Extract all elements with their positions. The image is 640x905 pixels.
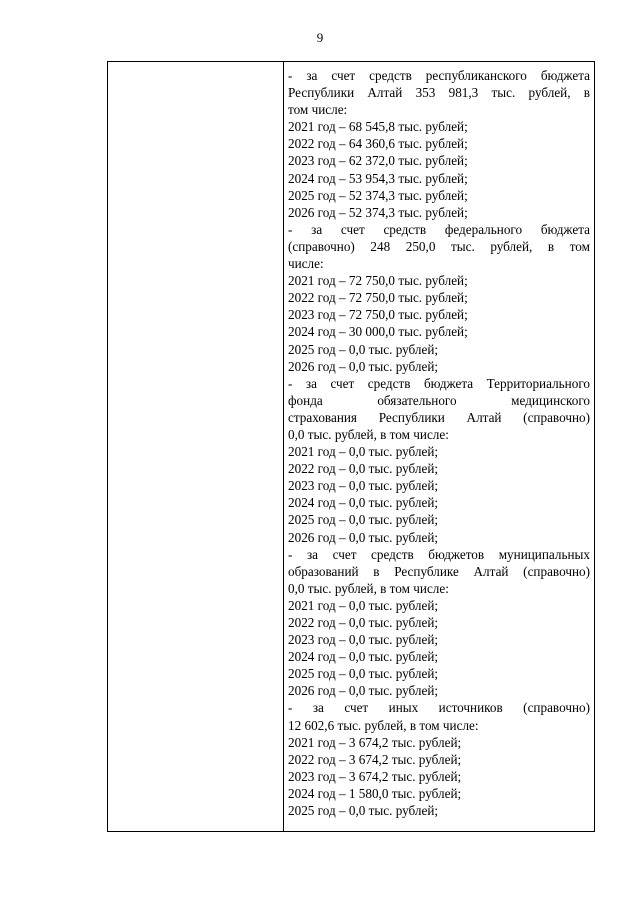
text-line: 2021 год – 3 674,2 тыс. рублей; [288, 734, 462, 750]
text-line: 2021 год – 68 545,8 тыс. рублей; [288, 119, 468, 135]
text-line: 2023 год – 62 372,0 тыс. рублей; [288, 153, 468, 169]
text-line: 2026 год – 0,0 тыс. рублей; [288, 683, 439, 699]
text-line: 12 602,6 тыс. рублей, в том числе: [288, 717, 479, 733]
text-line: числе: [288, 256, 324, 272]
text-line: 2024 год – 1 580,0 тыс. рублей; [288, 785, 462, 801]
text-line: 2023 год – 72 750,0 тыс. рублей; [288, 307, 468, 323]
text-line: - за счет средств бюджетов муниципальных [288, 546, 590, 562]
funding-table [107, 61, 595, 832]
text-line: фонда обязательного медицинского [288, 392, 590, 408]
text-line: - за счет средств федерального бюджета [288, 221, 590, 237]
text-line: 2022 год – 0,0 тыс. рублей; [288, 461, 439, 477]
text-line: - за счет средств республиканского бюджета [288, 68, 590, 83]
table-right-cell [284, 62, 594, 831]
table-left-cell [108, 62, 284, 831]
page-number: 9 [316, 30, 324, 45]
text-line: 2022 год – 3 674,2 тыс. рублей; [288, 751, 462, 767]
text-line: образований в Республике Алтай (справочно) [288, 563, 590, 579]
text-line: 2026 год – 52 374,3 тыс. рублей; [288, 204, 468, 220]
text-line: - за счет иных источников (справочно) [288, 700, 590, 716]
text-line: - за счет средств бюджета Территориального [288, 375, 590, 391]
text-line: 2025 год – 0,0 тыс. рублей; [288, 666, 439, 682]
text-line: том числе: [288, 102, 348, 118]
text-line: 2026 год – 0,0 тыс. рублей; [288, 529, 439, 545]
text-line: 2021 год – 0,0 тыс. рублей; [288, 597, 439, 613]
text-line: 2025 год – 0,0 тыс. рублей; [288, 512, 439, 528]
text-line: 2022 год – 72 750,0 тыс. рублей; [288, 290, 468, 306]
text-line: Республики Алтай 353 981,3 тыс. рублей, в [288, 85, 590, 101]
text-line: 0,0 тыс. рублей, в том числе: [288, 426, 449, 442]
text-line: 2024 год – 0,0 тыс. рублей; [288, 495, 439, 511]
text-line: 2025 год – 0,0 тыс. рублей; [288, 341, 439, 357]
text-line: 2023 год – 3 674,2 тыс. рублей; [288, 768, 462, 784]
text-line: 2025 год – 0,0 тыс. рублей; [288, 803, 439, 819]
text-line: 2022 год – 0,0 тыс. рублей; [288, 615, 439, 630]
text-line: 2023 год – 0,0 тыс. рублей; [288, 632, 439, 648]
text-line: страхования Республики Алтай (справочно) [288, 409, 590, 425]
text-line: 2024 год – 0,0 тыс. рублей; [288, 649, 439, 665]
text-line: 2022 год – 64 360,6 тыс. рублей; [288, 136, 468, 152]
text-line: (справочно) 248 250,0 тыс. рублей, в том [288, 238, 590, 254]
text-line: 2025 год – 52 374,3 тыс. рублей; [288, 187, 468, 203]
text-line: 2024 год – 30 000,0 тыс. рублей; [288, 324, 468, 340]
text-line: 2023 год – 0,0 тыс. рублей; [288, 478, 439, 494]
text-line: 0,0 тыс. рублей, в том числе: [288, 580, 449, 596]
text-line: 2021 год – 0,0 тыс. рублей; [288, 444, 439, 460]
text-line: 2024 год – 53 954,3 тыс. рублей; [288, 170, 468, 186]
text-line: 2026 год – 0,0 тыс. рублей; [288, 358, 439, 374]
text-line: 2021 год – 72 750,0 тыс. рублей; [288, 273, 468, 289]
